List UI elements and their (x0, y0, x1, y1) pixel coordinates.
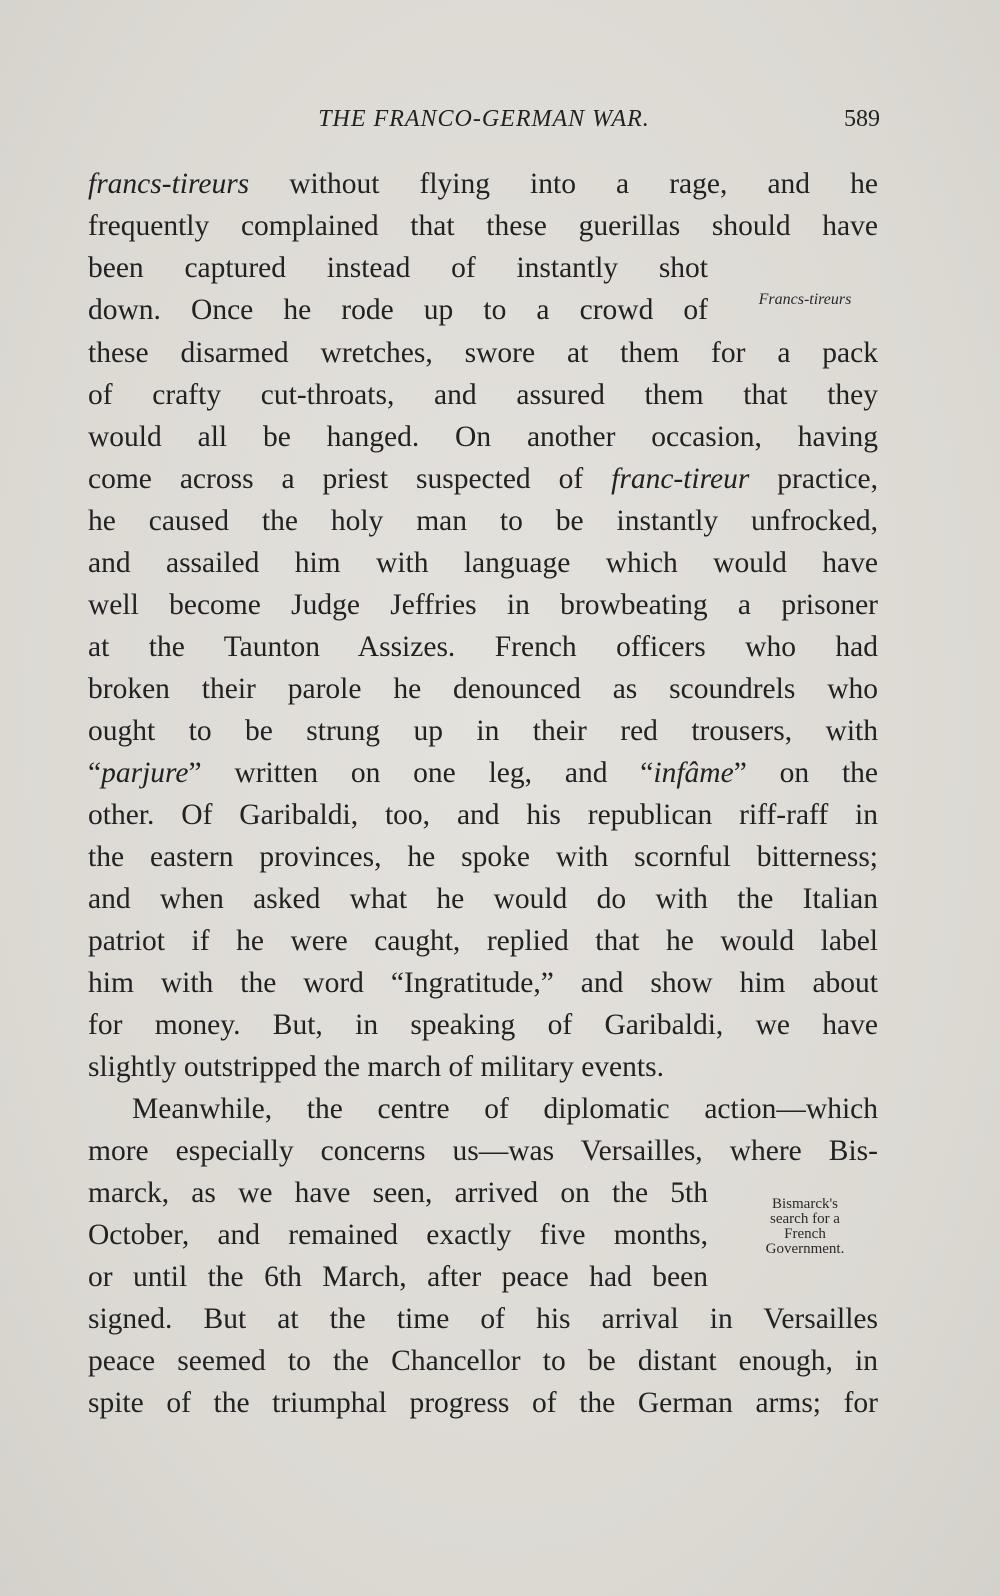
text-line-17: the eastern provinces, he spoke with scornful bitterness; (88, 841, 878, 873)
text-line-3: been captured instead of instantly shot (88, 252, 708, 284)
text-line-14: ought to be strung up in their red trousers, with (88, 715, 878, 747)
text-run: “ (88, 757, 102, 789)
text-line-29: peace seemed to the Chancellor to be distant enough, in (88, 1345, 878, 1377)
text-line-24: more especially concerns us—was Versailles, where Bis- (88, 1135, 878, 1167)
running-title: THE FRANCO-GERMAN WAR. (318, 106, 650, 132)
italic-term: franc-tireur (611, 463, 750, 495)
text-line-6: of crafty cut-throats, and assured them that they (88, 379, 878, 411)
text-line-26: October, and remained exactly five months, (88, 1219, 708, 1251)
sidenote-line: French (784, 1226, 826, 1242)
italic-term: parjure (101, 757, 189, 789)
text-line-10: and assailed him with language which would have (88, 547, 878, 579)
text-run: come across a priest suspected of (88, 463, 612, 495)
text-line-23: Meanwhile, the centre of diplomatic action—which (132, 1093, 878, 1125)
text-line-4: down. Once he rode up to a crowd of (88, 294, 708, 326)
text-line-16: other. Of Garibaldi, too, and his republican riff-raff in (88, 799, 878, 831)
sidenote-line: Bismarck's (771, 1196, 839, 1212)
text-line-12: at the Taunton Assizes. French officers who had (88, 631, 878, 663)
text-run: practice, (749, 463, 878, 495)
text-line-9: he caused the holy man to be instantly unfrocked, (88, 505, 878, 537)
sidenote-bismarck-search (730, 1197, 880, 1257)
text-line-20: him with the word “Ingratitude,” and show him about (88, 967, 878, 999)
sidenote-line: search for a (770, 1211, 840, 1227)
text-line-15 (88, 754, 878, 792)
text-line-25: marck, as we have seen, arrived on the 5th (88, 1177, 708, 1209)
text-line-7: would all be hanged. On another occasion, having (88, 421, 878, 453)
text-line-18: and when asked what he would do with the Italian (88, 883, 878, 915)
text-line-21: for money. But, in speaking of Garibaldi, we have (88, 1009, 878, 1041)
text-line-30: spite of the triumphal progress of the German arms; for (88, 1387, 878, 1419)
text-line-13: broken their parole he denounced as scoundrels who (88, 673, 878, 705)
running-head (88, 106, 880, 140)
text-line-19: patriot if he were caught, replied that he would label (88, 925, 878, 957)
text-run: ” on the (733, 757, 878, 789)
italic-term: infâme (653, 757, 734, 789)
sidenote-francs-tireurs: Francs-tireurs (758, 291, 852, 308)
text-line-1 (88, 165, 878, 203)
text-line-28: signed. But at the time of his arrival in Versailles (88, 1303, 878, 1335)
sidenote-line: Government. (765, 1241, 845, 1257)
text-line-2: frequently complained that these guerillas should have (88, 210, 878, 242)
text-line-11: well become Judge Jeffries in browbeating a prisoner (88, 589, 878, 621)
page-number: 589 (844, 106, 880, 132)
text-line-8 (88, 460, 878, 498)
text-line-5: these disarmed wretches, swore at them for a pack (88, 337, 878, 369)
text-run: ” written on one leg, and “ (188, 757, 654, 789)
text-run: without flying into a rage, and he (249, 168, 878, 200)
text-line-22: slightly outstripped the march of military events. (88, 1051, 664, 1083)
italic-term: francs-tireurs (88, 168, 250, 200)
text-line-27: or until the 6th March, after peace had been (88, 1261, 708, 1293)
